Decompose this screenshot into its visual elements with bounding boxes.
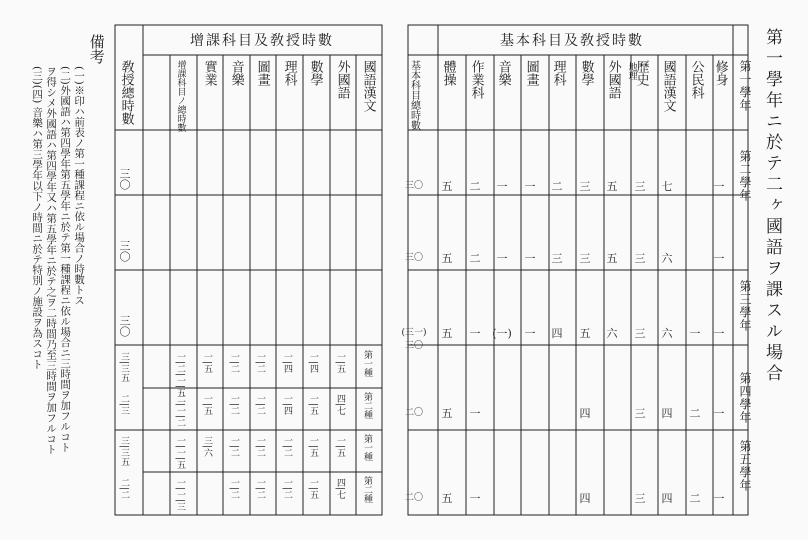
left-sub-cell: 一|二|一|五	[175, 352, 185, 398]
right-cell: 五	[441, 327, 453, 340]
left-sub-cell: 一|一|五	[175, 436, 185, 470]
left-header-6: 實業	[201, 60, 217, 86]
left-sub-cell: 一|五	[308, 394, 318, 416]
left-cell: 三〇	[118, 240, 131, 262]
note-line-3: (三)(四) 音樂ハ第三學年以下ノ時間ニ於テ特別ノ施設ヲ為スコト	[31, 66, 44, 370]
right-cell: 六	[606, 327, 618, 340]
left-sub-cell: 一|二	[255, 436, 265, 458]
left-header-1: 外國語	[334, 60, 350, 99]
right-cell: 一	[713, 327, 725, 340]
left-sub-cell: 一|二	[255, 394, 265, 416]
course-kind-label: 第二種	[362, 476, 372, 503]
left-sub-cell: 一|二	[229, 394, 239, 416]
left-cell: 三〇	[118, 168, 131, 190]
right-header-9: 作業科	[468, 60, 484, 99]
right-cell: 五	[441, 180, 453, 193]
right-cell: 二	[469, 252, 481, 265]
left-sub-cell: 一|五	[202, 352, 212, 374]
right-header-4: 外國語	[605, 60, 621, 99]
left-sub-cell: 四|七	[335, 394, 345, 416]
left-header-4: 圖畫	[254, 60, 270, 86]
notes-label: 備考	[87, 34, 106, 64]
right-cell: 五	[441, 492, 453, 505]
right-header-3: 歷史	[633, 60, 649, 86]
left-sub-cell: 一|一|三	[175, 478, 185, 512]
right-cell: 二〇	[404, 408, 423, 418]
grade-label-1: 第二學年	[738, 150, 752, 202]
right-cell: 二	[469, 180, 481, 193]
right-cell: 三	[634, 492, 646, 505]
left-sub-cell: 一|四	[308, 352, 318, 374]
right-cell: (三一)三〇	[401, 328, 427, 351]
grade-label-4: 第五學年	[738, 440, 752, 492]
right-header-8: 音樂	[495, 60, 511, 86]
right-cell: (一)	[492, 327, 512, 340]
grade-label-2: 第三學年	[738, 280, 752, 332]
right-header-7: 圖畫	[523, 60, 539, 86]
left-sub-cell: 一|二	[282, 478, 292, 500]
right-cell: 五	[606, 180, 618, 193]
left-sub-cell: 三|三五	[119, 352, 129, 383]
left-sub-cell: 一|二	[229, 352, 239, 374]
course-kind-label: 第一種	[362, 350, 372, 377]
right-cell: 三	[551, 252, 563, 265]
right-cell: 三〇	[404, 181, 423, 191]
right-cell: 二	[551, 180, 563, 193]
left-sub-cell: 一|二	[255, 352, 265, 374]
left-sub-cell: 一|五	[335, 436, 345, 458]
left-sub-cell: 一|四	[282, 394, 292, 416]
left-sub-cell: 四|七	[335, 478, 345, 500]
right-cell: 一	[713, 252, 725, 265]
right-cell: 三	[634, 407, 646, 420]
right-cell: 三〇	[404, 253, 423, 263]
left-sub-cell: 一|二	[229, 436, 239, 458]
right-cell: 三	[634, 252, 646, 265]
left-sub-cell: 一|五	[202, 394, 212, 416]
right-cell: 二	[689, 407, 701, 420]
right-cell: 一	[689, 327, 701, 340]
right-header-2: 國語漢文	[660, 60, 676, 112]
right-cell: 四	[579, 407, 591, 420]
left-sub-cell: 一|五	[308, 478, 318, 500]
course-kind-label: 第一種	[362, 434, 372, 461]
right-cell: 一	[713, 492, 725, 505]
left-sub-cell: 二|二	[119, 478, 129, 500]
right-cell: 四	[661, 407, 673, 420]
right-cell: 一	[469, 492, 481, 505]
right-cell: 一	[524, 327, 536, 340]
right-cell: 四	[661, 492, 673, 505]
right-table-title: 基本科目及敎授時數	[500, 33, 644, 49]
right-cell: 二〇	[404, 493, 423, 503]
page-title: 第一學年ニ於テ二ヶ國語ヲ課スル場合	[762, 28, 782, 385]
right-cell: 一	[496, 252, 508, 265]
right-header-sub-3: 地理	[626, 62, 637, 80]
left-sub-cell: 一|二	[282, 436, 292, 458]
left-header-5: 音樂	[228, 60, 244, 86]
grade-label-3: 第四學年	[738, 372, 752, 424]
right-cell: 一	[496, 180, 508, 193]
right-cell: 一	[713, 180, 725, 193]
left-sub-cell: 一|五	[335, 352, 345, 374]
right-cell: 五	[606, 252, 618, 265]
left-cell: 三〇	[118, 315, 131, 337]
right-header-1: 公民科	[688, 60, 704, 99]
right-cell: 五	[441, 407, 453, 420]
note-line-0: (一)※印ハ前表ノ第一種課程ニ依ル場合ノ時數トス	[73, 66, 86, 306]
course-kind-label: 第二種	[362, 392, 372, 419]
left-sub-cell: 一|四	[282, 352, 292, 374]
left-sub-cell: 三|三五	[119, 436, 129, 467]
left-sub-cell: 一|五	[308, 436, 318, 458]
right-cell: 二	[689, 492, 701, 505]
right-header-11: 基本科目總時數	[408, 60, 420, 130]
right-cell: 七	[661, 180, 673, 193]
left-header-8: 敎授總時數	[118, 60, 134, 125]
right-cell: 四	[579, 492, 591, 505]
right-header-6: 理科	[550, 60, 566, 86]
left-header-3: 理科	[281, 60, 297, 86]
right-header-5: 數學	[578, 60, 594, 86]
right-cell: 一	[713, 407, 725, 420]
left-header-2: 數學	[307, 60, 323, 86]
right-cell: 三	[634, 180, 646, 193]
left-header-0: 國語漢文	[360, 60, 376, 112]
left-sub-cell: 一|二	[255, 478, 265, 500]
right-cell: 一	[524, 252, 536, 265]
left-sub-cell: 三|六	[202, 436, 212, 458]
right-cell: 一	[524, 180, 536, 193]
note-line-1: (二)外國語ハ第四學年第五學年ニ於テ第一種課程ニ依ル場合ニ三時間ヲ加フルコト	[59, 66, 72, 453]
grade-label-0: 第一學年	[738, 60, 752, 112]
right-cell: 三	[634, 327, 646, 340]
right-cell: 三	[579, 252, 591, 265]
right-cell: 六	[661, 327, 673, 340]
right-cell: 一	[469, 327, 481, 340]
right-cell: 三	[579, 180, 591, 193]
left-header-7: 增課科目ノ總時數	[175, 60, 186, 132]
left-sub-cell: 一|二	[229, 478, 239, 500]
right-header-10: 體操	[440, 60, 456, 86]
right-header-0: 修身	[712, 60, 728, 86]
left-sub-cell: 二|三	[119, 394, 129, 416]
right-cell: 六	[661, 252, 673, 265]
right-cell: 一	[469, 407, 481, 420]
right-cell: 五	[441, 252, 453, 265]
note-line-2: ヲ得シメ外國語ハ第四學年又ハ第五學年ニ於テ之ヲ二時間乃至三時間ヲ加フルコト	[45, 66, 58, 455]
left-table-title: 增課科目及敎授時數	[190, 33, 334, 49]
right-cell: 五	[579, 327, 591, 340]
right-cell: 四	[551, 327, 563, 340]
left-sub-cell: 二|一|二	[175, 394, 185, 428]
